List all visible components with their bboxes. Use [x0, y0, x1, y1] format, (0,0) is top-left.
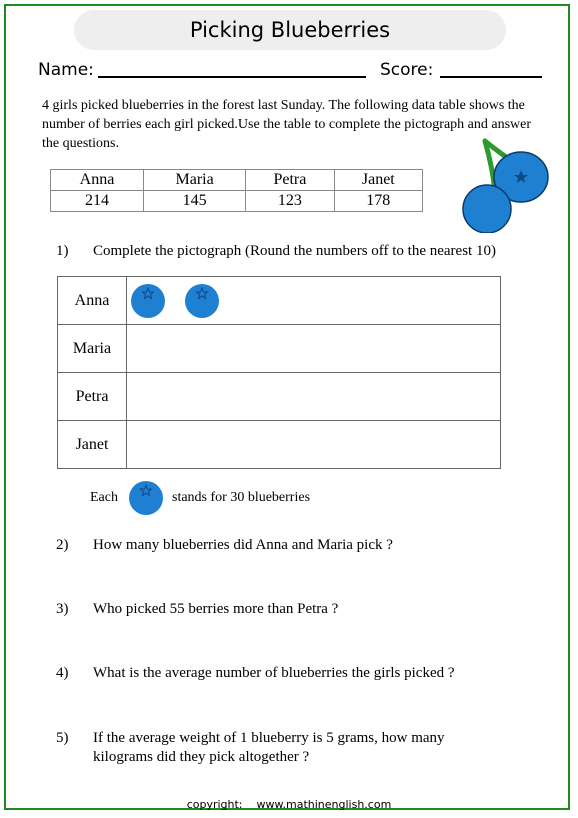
- question-5: 5) If the average weight of 1 blueberry is 5 grams, how many kilograms did they pick altogether ?: [56, 730, 445, 765]
- pictograph-key: [90, 480, 390, 516]
- page-title: Picking Blueberries: [74, 10, 506, 50]
- pictograph: [57, 276, 501, 469]
- data-name-cell: Petra: [246, 170, 334, 191]
- pictograph-row-label: Janet: [58, 421, 127, 469]
- data-count-cell: 214: [51, 191, 144, 212]
- score-label: Score:: [380, 60, 434, 80]
- data-name-cell: Janet: [334, 170, 422, 191]
- key-prefix: Each: [90, 490, 118, 505]
- pictograph-row-label: Maria: [58, 325, 127, 373]
- data-count-cell: 145: [144, 191, 246, 212]
- pictograph-cells-petra[interactable]: [127, 373, 501, 421]
- data-name-cell: Maria: [144, 170, 246, 191]
- pictograph-row-label: Anna: [58, 277, 127, 325]
- data-count-cell: 178: [334, 191, 422, 212]
- blueberries-illustration: [455, 133, 555, 233]
- question-4: 4) What is the average number of blueberries the girls picked ?: [56, 665, 455, 681]
- question-1: 1) Complete the pictograph (Round the numbers off to the nearest 10): [56, 243, 496, 259]
- pictograph-cells-janet[interactable]: [127, 421, 501, 469]
- copyright-label: copyright:: [186, 798, 243, 811]
- data-count-cell: 123: [246, 191, 334, 212]
- footer: [0, 798, 578, 811]
- pictograph-cells-maria[interactable]: [127, 325, 501, 373]
- score-field[interactable]: [440, 76, 542, 78]
- name-field[interactable]: [98, 76, 366, 78]
- blueberry-icon: [184, 283, 220, 319]
- data-table: [50, 169, 423, 212]
- data-name-cell: Anna: [51, 170, 144, 191]
- site-link[interactable]: www.mathinenglish.com: [256, 798, 392, 811]
- name-label: Name:: [38, 60, 94, 80]
- intro-text: 4 girls picked blueberries in the forest last Sunday. The following data table shows the number of berries each girl picked.Use the table to complete the pictograph and answer the questions.: [42, 98, 532, 151]
- question-3: 3) Who picked 55 berries more than Petra ?: [56, 601, 339, 617]
- pictograph-row-label: Petra: [58, 373, 127, 421]
- pictograph-cells-anna[interactable]: [127, 277, 501, 325]
- question-2: 2) How many blueberries did Anna and Maria pick ?: [56, 537, 393, 553]
- key-suffix: stands for 30 blueberries: [172, 490, 311, 505]
- name-score-row: [38, 60, 543, 84]
- blueberry-key-icon: [128, 480, 164, 516]
- blueberry-icon: [130, 283, 166, 319]
